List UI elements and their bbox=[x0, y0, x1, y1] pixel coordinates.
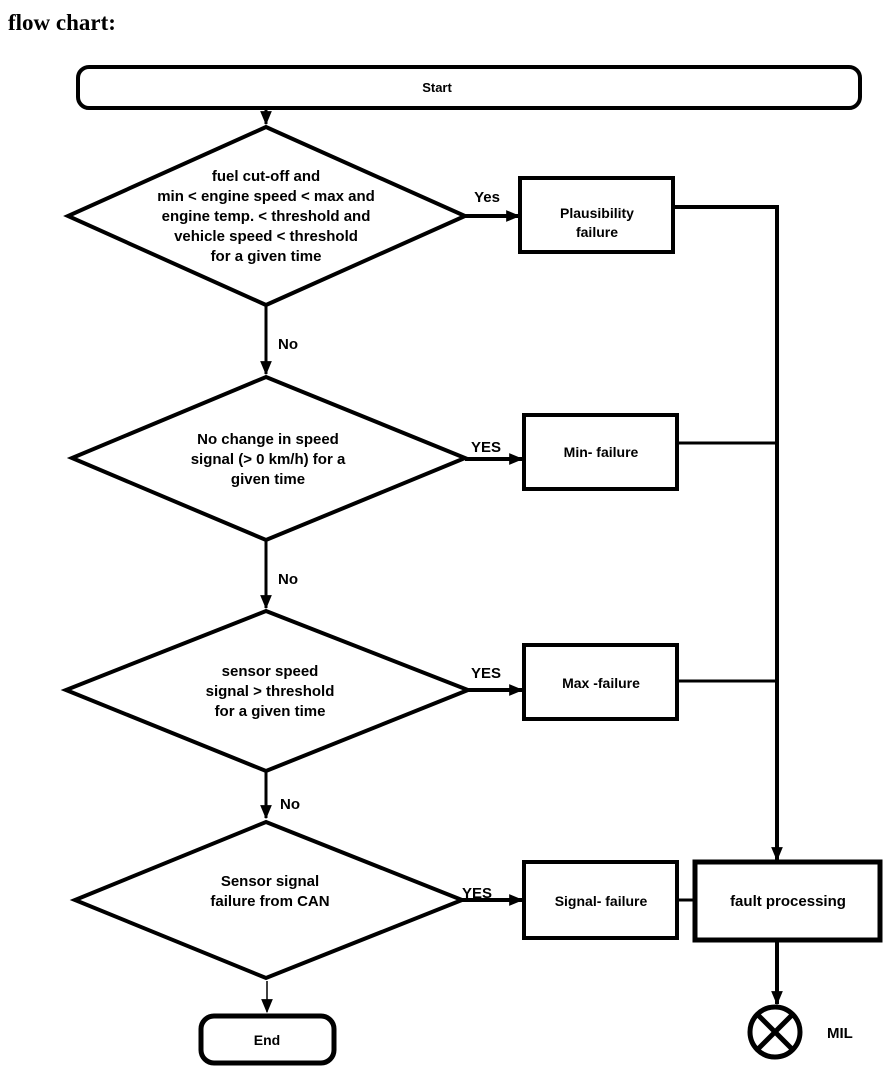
plausibility-failure-label-line: Plausibility bbox=[560, 205, 634, 221]
fault-processing-node bbox=[695, 862, 880, 940]
decision2-text-line: No change in speed bbox=[197, 431, 339, 448]
mil-lamp-icon bbox=[750, 1007, 800, 1057]
decision1-text-line: vehicle speed < threshold bbox=[174, 228, 358, 245]
connector-failures-to-fault-processing bbox=[673, 207, 777, 860]
signal-failure-node bbox=[524, 862, 677, 938]
decision3-text-line: for a given time bbox=[214, 703, 326, 720]
decision3-yes-label: YES bbox=[470, 665, 502, 682]
decision1-text-line: for a given time bbox=[210, 248, 322, 265]
decision1-node bbox=[68, 127, 465, 305]
start-node-label: Start bbox=[422, 80, 452, 95]
end-node bbox=[201, 1016, 334, 1063]
decision3-text-line: signal > threshold bbox=[205, 683, 335, 700]
fault-processing-label: fault processing bbox=[730, 893, 846, 910]
mil-label: MIL bbox=[827, 1025, 853, 1042]
decision4-yes-label: YES bbox=[461, 885, 493, 902]
end-node-label: End bbox=[253, 1032, 281, 1048]
start-node bbox=[78, 67, 860, 108]
signal-failure-label: Signal- failure bbox=[554, 893, 648, 909]
plausibility-failure-node bbox=[520, 178, 673, 252]
start-node-shape bbox=[78, 67, 860, 108]
decision2-yes-label: YES bbox=[470, 439, 502, 456]
decision4-text-line: Sensor signal bbox=[220, 873, 320, 890]
decision2-text-line: given time bbox=[230, 471, 306, 488]
decision2-text-line: signal (> 0 km/h) for a bbox=[190, 451, 346, 468]
decision1-text-line: fuel cut-off and bbox=[211, 168, 321, 185]
decision1-text-line: min < engine speed < max and bbox=[157, 188, 375, 205]
decision2-node bbox=[72, 377, 465, 540]
decision3-text-line: sensor speed bbox=[221, 663, 319, 680]
decision4-text-line: failure from CAN bbox=[210, 893, 330, 910]
min-failure-node bbox=[524, 415, 677, 489]
decision1-yes-label: Yes bbox=[474, 189, 500, 206]
decision4-node bbox=[75, 822, 462, 978]
decision3-node bbox=[66, 611, 468, 771]
max-failure-node bbox=[524, 645, 677, 719]
decision1-no-label: No bbox=[278, 336, 298, 353]
decision1-text-line: engine temp. < threshold and bbox=[161, 208, 371, 225]
max-failure-label: Max -failure bbox=[562, 675, 640, 691]
decision3-no-label: No bbox=[280, 796, 300, 813]
min-failure-label: Min- failure bbox=[563, 444, 639, 460]
page-title: flow chart: bbox=[8, 10, 116, 35]
decision2-no-label: No bbox=[278, 571, 298, 588]
plausibility-failure-label-line: failure bbox=[575, 224, 619, 240]
